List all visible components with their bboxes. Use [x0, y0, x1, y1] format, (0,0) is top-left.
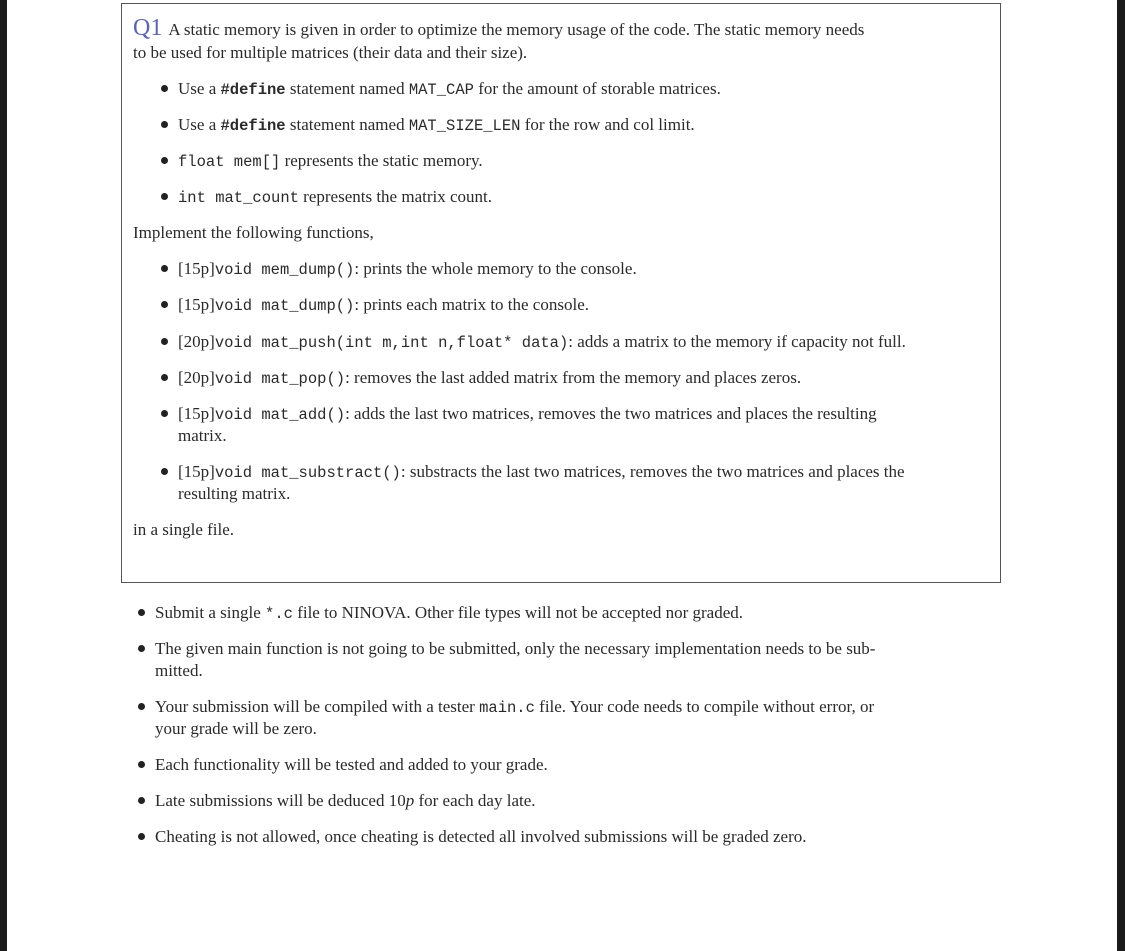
rule-item-4: Each functionality will be tested and added to your grade. [155, 755, 548, 774]
bullet-icon [138, 833, 145, 840]
bullet-icon [161, 193, 168, 200]
function-item-6-cont: resulting matrix. [178, 484, 291, 503]
rule-item-3: Your submission will be compiled with a tester main.c file. Your code needs to compile without error, or [155, 697, 875, 717]
rule-item-1: Submit a single *.c file to NINOVA. Other file types will not be accepted nor graded. [155, 603, 743, 623]
function-item-5: [15p]void mat_add(): adds the last two matrices, removes the two matrices and places the resulting [178, 404, 877, 424]
question-intro-line1: Q1 A static memory is given in order to optimize the memory usage of the code. The static memory needs [133, 15, 865, 41]
bullet-icon [161, 338, 168, 345]
document-page [7, 0, 1117, 951]
bullet-icon [138, 703, 145, 710]
function-item-2: [15p]void mat_dump(): prints each matrix to the console. [178, 295, 589, 315]
rule-item-3-cont: your grade will be zero. [155, 719, 317, 738]
question-number: Q1 [133, 15, 163, 41]
bullet-icon [138, 645, 145, 652]
rule-item-6: Cheating is not allowed, once cheating is detected all involved submissions will be graded zero. [155, 827, 807, 846]
function-item-4: [20p]void mat_pop(): removes the last added matrix from the memory and places zeros. [178, 368, 802, 388]
bullet-icon [161, 301, 168, 308]
function-item-6: [15p]void mat_substract(): substracts the last two matrices, removes the two matrices and places the [178, 462, 905, 482]
bullet-icon [161, 410, 168, 417]
bullet-icon [138, 761, 145, 768]
closing-text: in a single file. [133, 520, 235, 539]
bullet-icon [161, 374, 168, 381]
rule-item-5: Late submissions will be deduced 10p for each day late. [155, 791, 536, 810]
function-item-5-cont: matrix. [178, 426, 227, 445]
bullet-icon [161, 468, 168, 475]
bullet-icon [161, 85, 168, 92]
rule-item-2-cont: mitted. [155, 661, 203, 680]
bullet-icon [138, 797, 145, 804]
define-item-1: Use a #define statement named MAT_CAP for the amount of storable matrices. [178, 79, 721, 99]
function-item-3: [20p]void mat_push(int m,int n,float* data): adds a matrix to the memory if capacity not full. [178, 332, 906, 352]
function-item-1: [15p]void mem_dump(): prints the whole memory to the console. [178, 259, 637, 279]
bullet-icon [161, 157, 168, 164]
define-item-2: Use a #define statement named MAT_SIZE_LEN for the row and col limit. [178, 115, 695, 135]
define-item-3: float mem[] represents the static memory. [178, 151, 483, 171]
rule-item-2: The given main function is not going to be submitted, only the necessary implementation needs to be sub- [155, 639, 876, 658]
bullet-icon [161, 121, 168, 128]
question-intro-line2: to be used for multiple matrices (their data and their size). [133, 43, 528, 62]
implement-heading: Implement the following functions, [133, 223, 374, 242]
define-item-4: int mat_count represents the matrix count. [178, 187, 492, 207]
bullet-icon [161, 265, 168, 272]
bullet-icon [138, 609, 145, 616]
